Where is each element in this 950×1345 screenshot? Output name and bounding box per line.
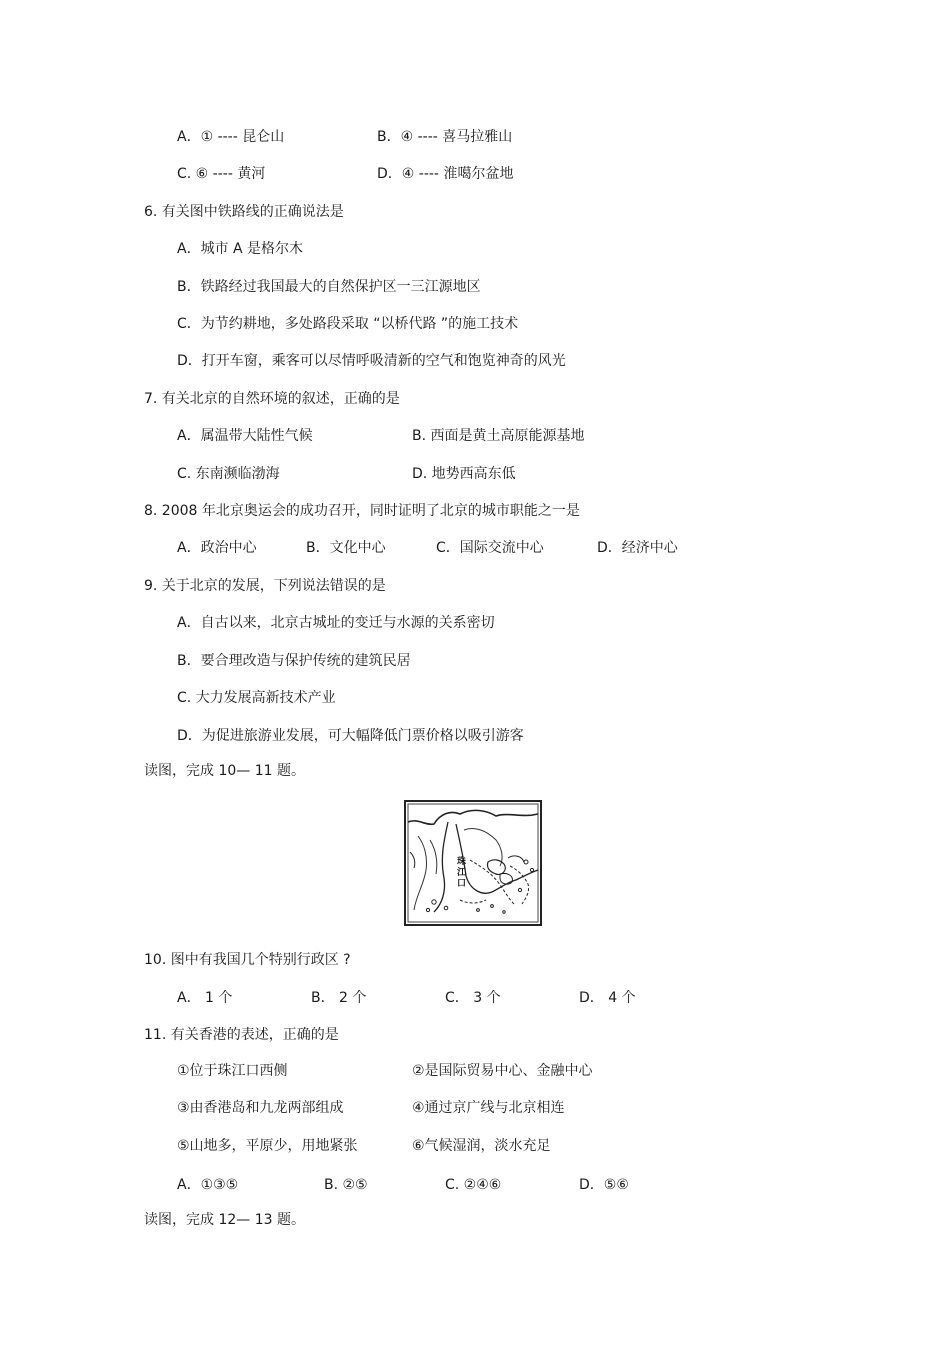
q6-option-b: B．铁路经过我国最大的自然保护区一三江源地区 — [177, 279, 481, 295]
q8-option-a: A．政治中心 — [177, 540, 257, 556]
q7-stem: 7. 有关北京的自然环境的叙述，正确的是 — [144, 391, 400, 407]
q5-option-d: D．④ ---- 淮噶尔盆地 — [377, 166, 514, 182]
q11-option-d: D．⑤⑥ — [579, 1177, 629, 1193]
q11-item-4: ④通过京广线与北京相连 — [412, 1100, 565, 1116]
q9-option-b: B．要合理改造与保护传统的建筑民居 — [177, 653, 411, 669]
q10-option-c: C． 3 个 — [445, 990, 501, 1006]
q9-option-a: A．自古以来，北京古城址的变迁与水源的关系密切 — [177, 615, 495, 631]
q6-option-d: D．打开车窗，乘客可以尽情呼吸清新的空气和饱览神奇的风光 — [177, 353, 566, 369]
q9-option-c: C. 大力发展高新技术产业 — [177, 690, 336, 706]
q9-stem: 9. 关于北京的发展，下列说法错误的是 — [144, 578, 386, 594]
q11-item-1: ①位于珠江口西侧 — [177, 1063, 288, 1079]
q7-option-b: B. 西面是黄土高原能源基地 — [412, 428, 585, 444]
q10-option-b: B． 2 个 — [311, 990, 367, 1006]
q11-item-6: ⑥气候湿润，淡水充足 — [412, 1138, 551, 1154]
q8-option-d: D．经济中心 — [597, 540, 678, 556]
q11-item-5: ⑤山地多，平原少，用地紧张 — [177, 1138, 358, 1154]
q11-option-c: C. ②④⑥ — [445, 1177, 502, 1193]
q7-option-c: C. 东南濒临渤海 — [177, 466, 280, 482]
q8-option-c: C．国际交流中心 — [436, 540, 544, 556]
q9-option-d: D．为促进旅游业发展，可大幅降低门票价格以吸引游客 — [177, 728, 524, 744]
q10-option-a: A． 1 个 — [177, 990, 233, 1006]
q7-option-a: A．属温带大陆性气候 — [177, 428, 313, 444]
read-figure-instruction-2: 读图，完成 12— 13 题。 — [144, 1212, 305, 1228]
q5-option-c: C. ⑥ ---- 黄河 — [177, 166, 266, 182]
q6-option-a: A．城市 A 是格尔木 — [177, 241, 304, 257]
q11-stem: 11. 有关香港的表述，正确的是 — [144, 1027, 339, 1043]
q8-option-b: B．文化中心 — [306, 540, 386, 556]
q8-stem: 8. 2008 年北京奥运会的成功召开，同时证明了北京的城市职能之一是 — [144, 503, 580, 519]
q11-item-2: ②是国际贸易中心、金融中心 — [412, 1063, 593, 1079]
q7-option-d: D. 地势西高东低 — [412, 466, 516, 482]
q10-option-d: D． 4 个 — [579, 990, 636, 1006]
q11-option-a: A．①③⑤ — [177, 1177, 239, 1193]
read-figure-instruction-1: 读图，完成 10— 11 题。 — [144, 763, 305, 779]
map-label-pearl-river-estuary: 珠 江 口 — [457, 857, 467, 889]
q6-stem: 6. 有关图中铁路线的正确说法是 — [144, 204, 344, 220]
q11-item-3: ③由香港岛和九龙两部组成 — [177, 1100, 344, 1116]
q10-stem: 10. 图中有我国几个特别行政区 ? — [144, 952, 351, 968]
q5-option-a: A．① ---- 昆仑山 — [177, 129, 285, 145]
pearl-river-delta-map — [404, 800, 542, 926]
q6-option-c: C．为节约耕地，多处路段采取 “以桥代路 ”的施工技术 — [177, 316, 519, 332]
q11-option-b: B. ②⑤ — [324, 1177, 368, 1193]
q5-option-b: B．④ ---- 喜马拉雅山 — [377, 129, 513, 145]
